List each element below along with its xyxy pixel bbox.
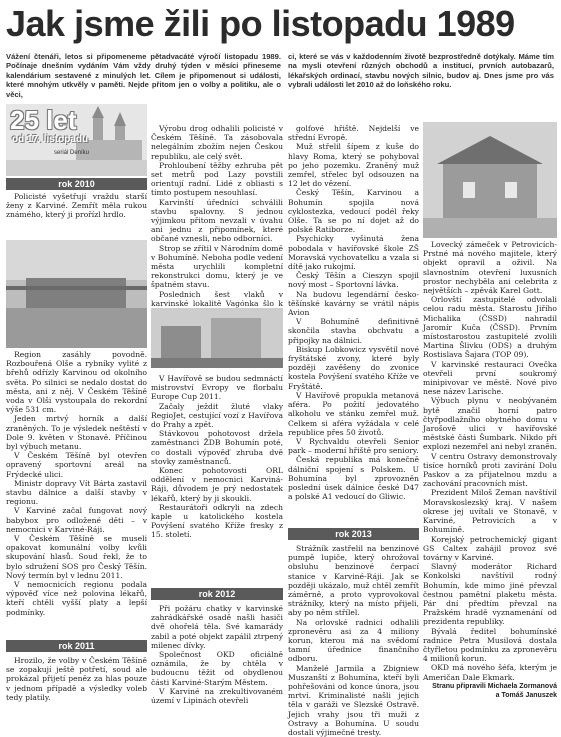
article-paragraph: Psychicky vyšinutá žena pobodala v havířovské škole ZŠ Moravská vychovatelku a vzala si dítě jako rukojmí. [288, 234, 419, 272]
article-paragraph: Český Těšín, Karvinou a Bohumín spojila nová cyklostezka, vedoucí podél řeky Olše. Ta se po ní dojet až do polské Ratiborze. [288, 188, 419, 235]
intro-right: ci, které se vás v každodenním životě bezprostředně dotýkaly. Máme tím na mysli otevření různých obchodů a institucí, prvních autobazarů, lékařských ordinací, stavbu nových silnic, budov aj. Dnes jsme pro vás vybrali události let 2010 až do loňského roku. [288, 52, 554, 90]
col1-text-bottom [6, 656, 147, 718]
article-paragraph: V Havířově propukla metanová aféra. Po požití jedovatého alkoholu ve stánku zemřel muž. Celkem si aféra vyžádala v celé republice přes 50 životů. [288, 390, 419, 437]
article-paragraph: Region zasáhly povodně. Rozbouřená Olše a rybníky vylité z břehů odřízly Karvinou od okolního světa. Po silnici se nedalo dostat do města, ani z něj. V Českém Těšíně voda v Olši vystoupala do rekordní výše 531 cm. [6, 350, 147, 415]
page-headline: Jak jsme žili po listopadu 1989 [6, 3, 515, 44]
article-paragraph: Biskup Lobkowicz vysvětil nové fryštátské zvony, které byly později zavěšeny do zvonice kostela Povýšení svatého Kříže ve Fryštátě. [288, 344, 419, 391]
serial-promo-box [6, 104, 147, 176]
col1-text-mid [6, 350, 147, 640]
article-paragraph: Muž střelil šípem z kuše do hlavy Roma, který se pohyboval po jeho pozemku. Zraněný muž zemřel, střelec byl odsouzen na 12 let do vězení. [288, 142, 419, 189]
article-paragraph: Konec pohotovosti ORL oddělení v nemocnici Karviná-Ráji, důvodem je prý nedostatek lékařů, který by ji skoukli. [151, 466, 283, 503]
promo-serial-label: seriál Deníku [54, 150, 90, 156]
article-paragraph: V Karviné začal fungovat nový babybox pro odložené děti – v nemocnici v Karviné-Ráji. [6, 506, 147, 534]
author-credit: Stranu připravili Michaela Zormanová [432, 682, 557, 690]
article-paragraph: Orlovští zastupitelé odvolali celou radu města. Starostu Jiřího Michalika (ČSSD) nahradil Jaromír Kuča (ČSSD). Prvním místostarostou zastupitelé zvolili Martina Šlivku (ODS) a druhým Rostislava Šajara (TOP 09). [423, 295, 557, 360]
col3-text-bottom [288, 544, 419, 737]
article-paragraph: Na orlovské radnici odhalili zpronevěru asi za 4 miliony korun, kterou má na svědomí tamní úřednice finančního odboru. [288, 617, 419, 664]
section-header-2011: rok 2011 [6, 640, 147, 652]
demolition-photo [151, 308, 283, 368]
article-paragraph: Korejský petrochemický gigant GS Caltex zahájil provoz své továrny v Karviné. [423, 534, 557, 562]
article-paragraph: V Českém Těšíně byl otevřen opravený sportovní areál na Frýdecké ulici. [6, 451, 147, 479]
section-header-2010: rok 2010 [6, 178, 147, 190]
article-paragraph: Slavný moderátor Richard Konkolski navštívil rodný Bohumín, kde mimo jiné převzal čestnou pamětní plaketu města. Pár dní předtím převzal na Pražském hradě vyznamenání od prezidenta republiky. [423, 562, 557, 627]
article-paragraph: OKD má nového šéfa, kterým je Američan Dale Ekmark. [423, 663, 557, 682]
article-paragraph: golfové hřiště. Nejdelší ve střední Evropě. [288, 124, 419, 143]
promo-subtitle: od 17. listopadu [12, 134, 89, 145]
section-header-2013: rok 2013 [288, 528, 419, 540]
article-paragraph: Jeden mrtvý horník a další zraněných. To je výsledek neštěstí v Dole 9. květen v Stonavě. Příčinou byl výbuch metanu. [6, 414, 147, 452]
article-paragraph: Manželé Jarmila a Zbigniew Muszanští z Bohumína, kteří byli pohřešováni od konce února, jsou mrtví. Kriminalisté našli jejich těla v garáži ve Slezské Ostravě. Jejich vrahy jsou tři muži z Ostravy a Bohumína. U soudu dostali výjimečné tresty. [288, 663, 419, 737]
col1-text-top [6, 192, 147, 240]
article-paragraph: Při požáru chatky v karvinské zahrádkářské osadě našli hasiči dvě ohořelá těla. Své kamarády zabil a poté objekt zapálil ztrpený milenec dívky. [151, 604, 283, 650]
article-paragraph: Bývalá ředitel bohumínské radnice Petra Musilová dostala čtyřletou podmínku za zpronevěru 4 milionů korun. [423, 626, 557, 664]
article-paragraph: Prohloubení těžby ezhruba pět set metrů pod Lazy povstili orientují radní. Lidé z obliasti s tímto postupem nesouhlasí. [151, 160, 283, 198]
chateau-photo-image [423, 122, 557, 238]
demolition-photo-image [151, 308, 283, 368]
article-paragraph: Český Těšín a Cieszyn spojil nový most – Sportovní lávka. [288, 271, 419, 290]
article-paragraph: Prezident Miloš Zeman navštívil Moravskoslezský kraj. V našem okrese jej uvítali ve Stonavě, v Karviné, Petrovicích a v Bohumíně. [423, 488, 557, 535]
article-paragraph: Poslednich šest vlaků v karvinské lokalitě Vagónka šlo k [151, 289, 283, 308]
article-paragraph: V Bohumíně definitivně skončila stavba obchvatu a připojky na dálnici. [288, 317, 419, 345]
article-paragraph: V Havířově se budou sedmnáctí mistrovství Evropy ve florbalu Europe Cup 2011. [151, 374, 283, 402]
article-paragraph: Výbuch plynu v neobývaném bytě značil horní patro čtyřpodlažního obytného domu v Jarošově ulici v havířovské městské části Šumbark. Nikdo při explozi nezemřel ani nebyl zraněn. [423, 396, 558, 452]
article-paragraph: Policisté vyšetřují vraždu starší ženy z Karviné. Zemřít měla rukou známého, který ji prořízl hrdlo. [6, 192, 147, 220]
flood-photo-image [6, 240, 147, 348]
article-paragraph: Karvinští úředníci schválili stavbu spalovny. S jednou výjimkou přitom nevzali v úvahu ani jednu z připomínek, které občané vznesli, nebo odborníci. [151, 197, 283, 244]
article-paragraph: Začaly ježdit žluté vlaky RegioJet, cestující vozí z Havířova do Prahy a zpět. [151, 401, 283, 430]
article-paragraph: Strážník zastřelil na benzinové pumpě lupiče, který ohrožoval obsluhu benzinové čerpací stanice v Karviné-Ráji. Jak se později ukázalo, muž chtěl zemřít záměrně, a proto vyprovokoval strážníky, který na místo přijeli, aby po něm střílel. [288, 544, 419, 618]
article-paragraph: Lovecký zámeček v Petrovicích-Prstné má nového majitele, který objekt opravil a oživil. Na slavnostním otevření luxusních prostor nechyběla ani celebrita z největších – zpěvák Karel Gott. [423, 240, 557, 296]
col2-text-bottom [151, 604, 283, 718]
article-paragraph: V Karviné na zrekultivovaném území v Lipinách otevřeli [151, 686, 283, 706]
col4-text [423, 240, 557, 718]
article-paragraph: V centru Ostravy demonstrovaly tisíce horníků proti zavírání Dolu Paskov a za přijatelnou mzdu a zachování pracovních míst. [423, 451, 557, 489]
promo-title: 25 let [10, 105, 77, 135]
col2-text-mid [151, 374, 283, 584]
article-paragraph: V karvinské restauraci Ovečka otevřeli první soukromý minipivovar ve městě. Nové pivo nese název Larische. [423, 359, 557, 397]
article-paragraph: Hrozilo, že volby v Českém Těšíně se zopakují ještě potřetí, soud ale prokázal přijetí peněz za hlas pouze v jednom případě a výsledky voleb tedy platily. [6, 656, 147, 702]
section-header-2012: rok 2012 [151, 588, 283, 600]
article-paragraph: Česká republika má konečně dálniční spojení s Polskem. U Bohumína byl zprovozněn poslední úsek dálnice české D47 a polské A1 vedoucí do Gliwic. [288, 455, 419, 502]
article-paragraph: Restaurátoři odkryli na zdech kaple u katolického kostela Povýšení svatého Kříže fresky z 15. století. [151, 502, 283, 540]
article-paragraph: Stávkovou pohotovost držela zaměstnanci ŽDB Bohumín poté, co dostali výpověď zhruba dvě stovky zaměstnanců. [151, 429, 283, 466]
article-paragraph: Společnost OKD oficiálně oznámila, že by chtěla v budoucnu těžit od obydlenou části Karviné-Starým Městem. [151, 650, 283, 687]
flood-photo [6, 240, 147, 348]
article-paragraph: V Rychvaldu otevřeli Senior park – moderní hřiště pro seniory. [288, 436, 419, 456]
article-paragraph: V nemocnicích regionu podala výpověď více než polovina lékařů, kteří chtěli vyšší platy a lepší podmínky. [6, 580, 147, 617]
article-paragraph: Výrobu drog odhalili policisté v Českém Těšíně. Ta zásobovala nelegálním zbožím nejen Českou republiku, ale celý svět. [151, 124, 283, 161]
intro-left: Vážení čtenáři, letos si připomeneme pětadvacáté výročí listopadu 1989. Počínaje dnešním vydáním Vám vždy druhý týden v měsíci přineseme kalendárium sestavené z minulých let. Cílem je připomenout si události, které mnohým utkvěly v paměti. Nejde přitom jen o volby a politiku, ale o věci, [6, 52, 281, 99]
article-paragraph: Ministr dopravy Vít Bárta zastavil stavbu dálnice a další stavby v regionu. [6, 478, 147, 507]
chateau-photo [423, 122, 557, 238]
article-paragraph: Strop se zřítil v Národním domě v Bohumíně. Neboha podle vedení města urychlili kompletní rekonstrukci domu, který je ve špatném stavu. [151, 243, 283, 290]
author-credit: a Tomáš Januszek [495, 691, 557, 699]
article-paragraph: Na budovu legendární česko-těšínské kavárny se vrátil nápis Avion [288, 289, 419, 318]
col3-text-top [288, 124, 419, 522]
article-paragraph: V Českém Těšíně se museli opakovat komunální volby kvůli skupování hlasů. Soud řekl, že to bylo sdružení SOS pro Český Těšín. Nový termín byl v lednu 2011. [6, 534, 147, 580]
